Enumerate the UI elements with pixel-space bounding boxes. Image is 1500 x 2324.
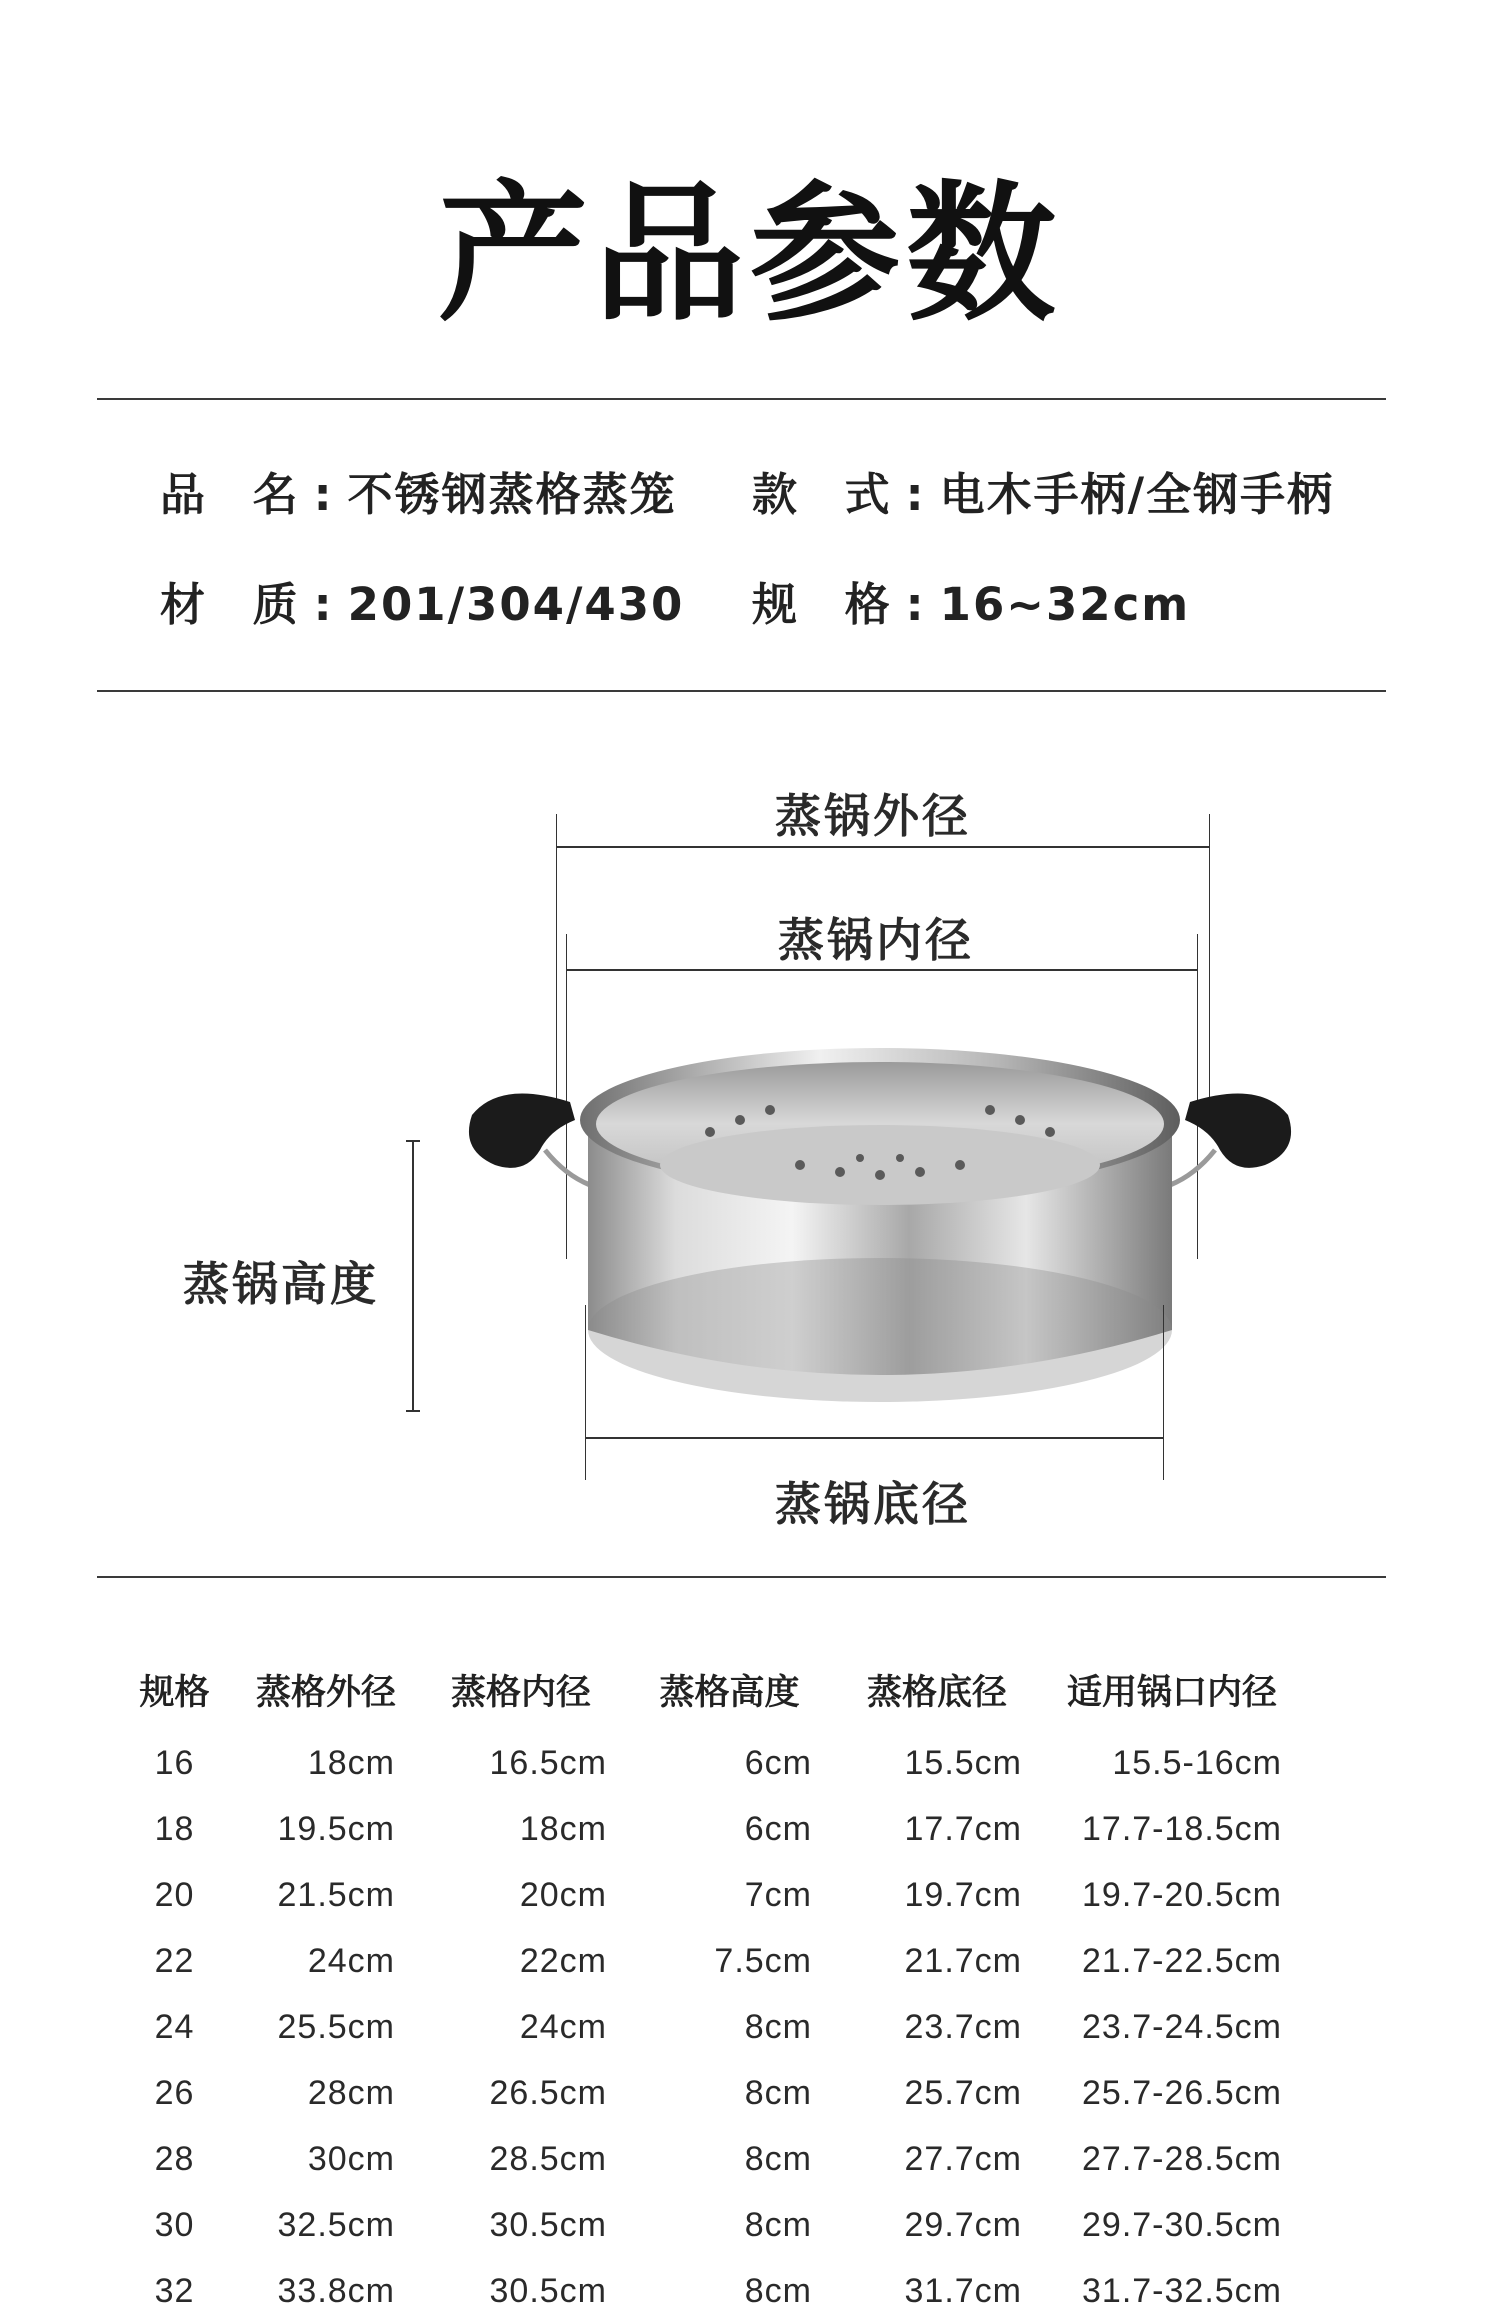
table-cell: 16.5cm (489, 1743, 607, 1782)
table-cell: 8cm (744, 2139, 812, 2178)
divider-top (97, 398, 1386, 400)
table-cell: 8cm (744, 2073, 812, 2112)
table-cell: 8cm (744, 2205, 812, 2244)
table-cell: 26 (154, 2073, 195, 2112)
height-top-cap (406, 1140, 420, 1142)
table-cell: 19.5cm (277, 1809, 395, 1848)
table-cell: 33.8cm (277, 2271, 395, 2310)
spec-size-value: 16~32cm (939, 578, 1191, 631)
left-handle-icon (469, 1094, 575, 1168)
steamer-pot-image (440, 1000, 1320, 1450)
spec-material (160, 568, 684, 633)
table-cell: 19.7cm (904, 1875, 1022, 1914)
table-cell: 22 (154, 1941, 195, 1980)
table-row (112, 1730, 1302, 1796)
table-row (112, 2192, 1302, 2258)
table-cell: 7cm (744, 1875, 812, 1914)
table-cell: 29.7-30.5cm (1082, 2205, 1282, 2244)
table-cell: 16 (154, 1743, 195, 1782)
table-cell: 6cm (744, 1743, 812, 1782)
inner-diameter-line (566, 969, 1198, 971)
table-cell: 15.5cm (904, 1743, 1022, 1782)
table-cell: 25.7-26.5cm (1082, 2073, 1282, 2112)
table-cell: 29.7cm (904, 2205, 1022, 2244)
header-outer-diameter: 蒸格外径 (255, 1673, 396, 1713)
table-cell: 8cm (744, 2271, 812, 2310)
table-row (112, 2060, 1302, 2126)
table-cell: 25.5cm (277, 2007, 395, 2046)
spec-style (752, 458, 1334, 523)
table-cell: 7.5cm (714, 1941, 812, 1980)
divider-bottom (97, 1576, 1386, 1578)
spec-material-label: 材 质: (160, 578, 348, 631)
table-cell: 30.5cm (489, 2205, 607, 2244)
table-cell: 27.7cm (904, 2139, 1022, 2178)
table-cell: 23.7cm (904, 2007, 1022, 2046)
table-cell: 24cm (307, 1941, 395, 1980)
table-header-row (112, 1650, 1302, 1730)
table-cell: 30 (154, 2205, 195, 2244)
table-cell: 21.5cm (277, 1875, 395, 1914)
table-row (112, 1862, 1302, 1928)
table-cell: 23.7-24.5cm (1082, 2007, 1282, 2046)
bottom-diameter-left-tick (585, 1305, 586, 1480)
table-cell: 21.7cm (904, 1941, 1022, 1980)
table-row (112, 1928, 1302, 1994)
table-cell: 30.5cm (489, 2271, 607, 2310)
table-cell: 28 (154, 2139, 195, 2178)
header-height: 蒸格高度 (659, 1673, 800, 1713)
spec-size-label: 规 格: (752, 578, 940, 631)
table-cell: 18cm (519, 1809, 607, 1848)
table-cell: 31.7cm (904, 2271, 1022, 2310)
header-bottom-diameter: 蒸格底径 (866, 1673, 1007, 1713)
table-cell: 24cm (519, 2007, 607, 2046)
parameter-table (112, 1650, 1302, 2324)
bottom-diameter-line (585, 1437, 1164, 1439)
table-cell: 22cm (519, 1941, 607, 1980)
height-bottom-cap (406, 1410, 420, 1412)
right-handle-icon (1185, 1094, 1291, 1168)
bottom-diameter-right-tick (1163, 1305, 1164, 1480)
table-row (112, 1994, 1302, 2060)
table-cell: 8cm (744, 2007, 812, 2046)
outer-diameter-line (556, 846, 1210, 848)
table-cell: 21.7-22.5cm (1082, 1941, 1282, 1980)
table-cell: 17.7cm (904, 1809, 1022, 1848)
table-cell: 15.5-16cm (1112, 1743, 1282, 1782)
inner-diameter-label: 蒸锅内径 (778, 913, 974, 967)
table-cell: 17.7-18.5cm (1082, 1809, 1282, 1848)
table-cell: 32 (154, 2271, 195, 2310)
spec-name (160, 458, 677, 523)
height-label: 蒸锅高度 (183, 1257, 379, 1311)
table-cell: 30cm (307, 2139, 395, 2178)
bottom-diameter-label: 蒸锅底径 (775, 1477, 971, 1531)
divider-mid (97, 690, 1386, 692)
table-row (112, 2126, 1302, 2192)
table-row (112, 2258, 1302, 2324)
spec-size (752, 568, 1190, 633)
table-cell: 28cm (307, 2073, 395, 2112)
table-cell: 24 (154, 2007, 195, 2046)
table-cell: 18 (154, 1809, 195, 1848)
table-cell: 25.7cm (904, 2073, 1022, 2112)
spec-name-label: 品 名: (160, 468, 348, 521)
table-cell: 27.7-28.5cm (1082, 2139, 1282, 2178)
spec-style-value: 电木手柄/全钢手柄 (939, 468, 1335, 521)
header-inner-diameter: 蒸格内径 (450, 1673, 591, 1713)
page-title: 产品参数 (437, 168, 1062, 342)
table-cell: 19.7-20.5cm (1082, 1875, 1282, 1914)
outer-diameter-label: 蒸锅外径 (775, 789, 971, 843)
spec-name-value: 不锈钢蒸格蒸笼 (347, 468, 677, 521)
table-cell: 6cm (744, 1809, 812, 1848)
table-row (112, 1796, 1302, 1862)
table-cell: 32.5cm (277, 2205, 395, 2244)
table-cell: 28.5cm (489, 2139, 607, 2178)
table-cell: 20cm (519, 1875, 607, 1914)
table-cell: 18cm (307, 1743, 395, 1782)
spec-material-value: 201/304/430 (347, 578, 685, 631)
spec-style-label: 款 式: (752, 468, 940, 521)
table-cell: 20 (154, 1875, 195, 1914)
header-fit-pot-inner-diameter: 适用锅口内径 (1066, 1673, 1277, 1713)
header-size: 规格 (139, 1673, 210, 1713)
height-line (412, 1140, 414, 1412)
table-cell: 31.7-32.5cm (1082, 2271, 1282, 2310)
table-cell: 26.5cm (489, 2073, 607, 2112)
